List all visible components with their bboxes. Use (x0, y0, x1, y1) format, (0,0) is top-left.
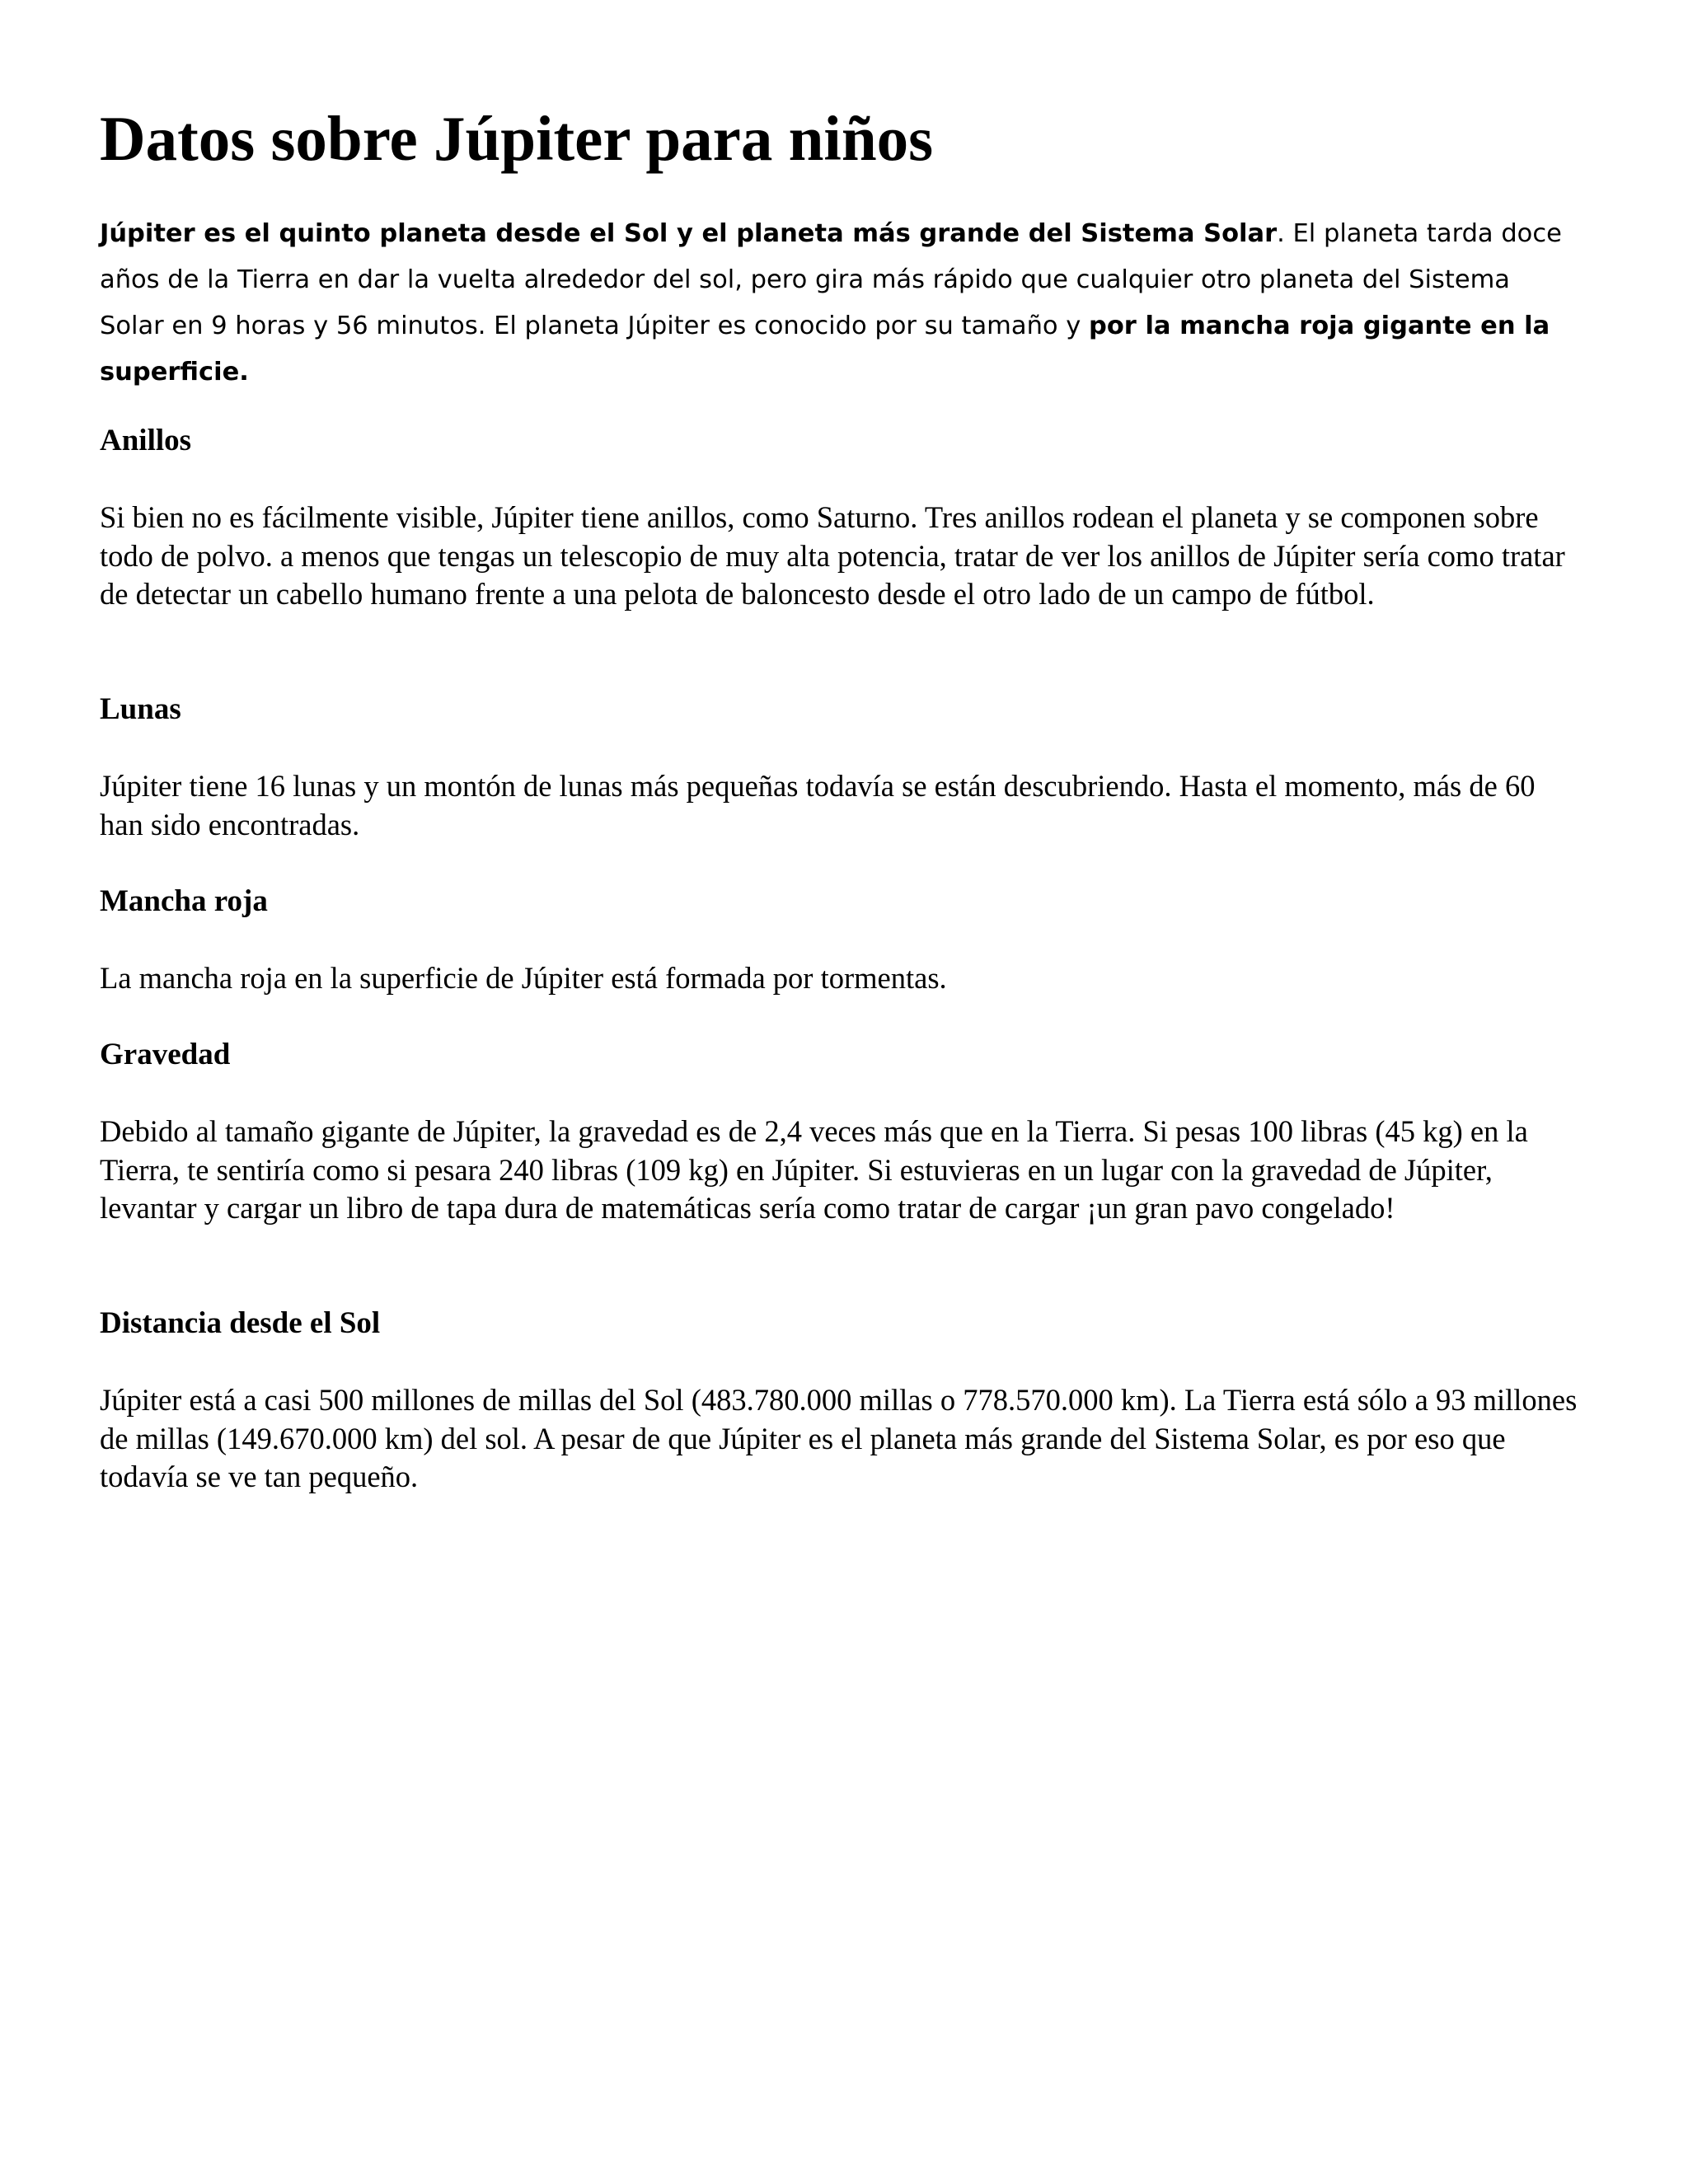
section-body-anillos: Si bien no es fácilmente visible, Júpiter tiene anillos, como Saturno. Tres anillos rodean el planeta y se componen sobre todo de polvo. a menos que tengas un telescopio de muy alta potencia, tratar de ver los anillos de Júpiter sería como tratar de detectar un cabello humano frente a una pelota de baloncesto desde el otro lado de un campo de fútbol. (100, 500, 1565, 611)
section-heading-distancia: Distancia desde el Sol (100, 1306, 381, 1340)
section-heading-anillos: Anillos (100, 424, 192, 457)
intro-bold-tail: por la mancha roja gigante en la superficie. (100, 312, 1550, 387)
section-body-gravedad: Debido al tamaño gigante de Júpiter, la gravedad es de 2,4 veces más que en la Tierra. Si pesas 100 libras (45 kg) en la Tierra, te sentiría como si pesara 240 libras (109 kg) en Júpiter. Si estuvieras en un lugar con la gravedad de Júpiter, levantar y cargar un libro de tapa dura de matemáticas sería como tratar de cargar ¡un gran pavo congelado! (100, 1114, 1528, 1225)
intro-bold-lead: Júpiter es el quinto planeta desde el Sol y el planeta más grande del Sistema Solar (100, 219, 1278, 248)
section-body-distancia: Júpiter está a casi 500 millones de millas del Sol (483.780.000 millas o 778.570.000 km). La Tierra está sólo a 93 millones de millas (149.670.000 km) del sol. A pesar de que Júpiter es el planeta más grande del Sistema Solar, es por eso que todavía se ve tan pequeño. (100, 1383, 1578, 1493)
section-heading-mancha-roja: Mancha roja (100, 884, 268, 918)
section-body-lunas: Júpiter tiene 16 lunas y un montón de lunas más pequeñas todavía se están descubriendo. Hasta el momento, más de 60 han sido encontradas. (100, 769, 1536, 841)
section-body-mancha-roja: La mancha roja en la superficie de Júpiter está formada por tormentas. (100, 961, 947, 995)
section-heading-gravedad: Gravedad (100, 1038, 231, 1071)
intro-text: . El planeta tarda doce años de la Tierra en dar la vuelta alrededor del sol, pero gira más rápido que cualquier otro planeta del Sistema Solar en 9 horas y 56 minutos. El planeta Júpiter es conocido por su tamaño y (100, 219, 1562, 340)
page-title: Datos sobre Júpiter para niños (100, 103, 934, 174)
section-heading-lunas: Lunas (100, 692, 181, 726)
intro-paragraph (100, 211, 1575, 396)
